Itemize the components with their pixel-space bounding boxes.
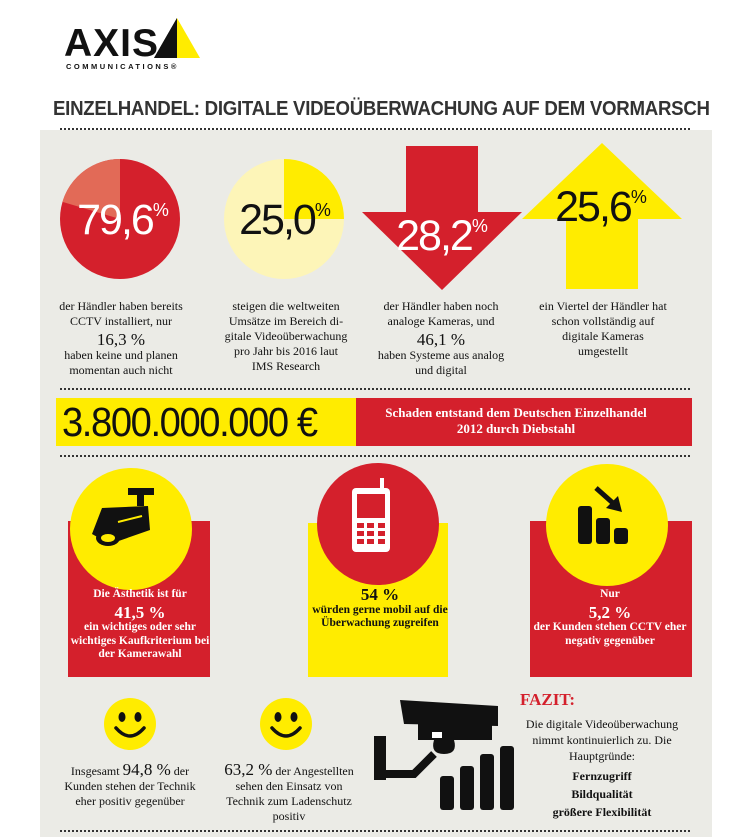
smiley-highlight: 94,8 % — [122, 760, 171, 779]
smiley-prefix: Insgesamt — [70, 764, 120, 778]
card-text: Die Ästhetik ist für — [93, 588, 187, 600]
fazit-title: FAZIT: — [520, 690, 576, 709]
smiley-text: der Angestellten sehen den Einsatz von Technik zum Ladenschutz positiv — [226, 764, 354, 823]
stat-value-number: 28,2 — [396, 212, 472, 260]
cctv-signal-icon — [374, 696, 514, 812]
smiley-text-2 — [218, 762, 360, 824]
card-text: der Kunden stehen CCTV eher negativ gegenüber — [533, 621, 687, 647]
fazit — [512, 690, 692, 821]
divider — [60, 128, 690, 130]
stat-value-number: 79,6 — [77, 196, 153, 244]
fazit-reason-1: Fernzugriff — [572, 769, 632, 783]
divider — [60, 388, 690, 390]
mobile-phone-icon — [350, 478, 394, 554]
fazit-reason-3: größere Flexibilität — [552, 805, 652, 819]
stat-value-number: 25,6 — [555, 183, 631, 231]
stat-highlight: 46,1 % — [416, 330, 466, 349]
stat-value-3 — [384, 212, 500, 261]
smiley-icon — [260, 698, 312, 750]
smiley-text: der Kunden stehen der Technik eher positiv gegenüber — [64, 764, 196, 808]
stat-text: haben keine und planen momentan auch nicht — [64, 348, 178, 377]
stat-text-2 — [222, 299, 350, 374]
damage-amount: 3.800.000.000 € — [62, 399, 317, 445]
stat-unit: % — [152, 200, 169, 220]
divider — [60, 455, 690, 457]
cctv-camera-icon — [88, 488, 160, 560]
card-highlight: 41,5 % — [114, 602, 166, 622]
stat-text-3 — [376, 299, 506, 378]
stat-text: der Händler haben noch analoge Kameras, und — [383, 299, 499, 328]
stat-text: haben Systeme aus analog und digital — [377, 348, 505, 377]
trademark: ® — [170, 62, 179, 71]
stat-text: der Händler haben bereits CCTV installiert, nur — [59, 299, 183, 328]
card-text-1 — [70, 588, 210, 662]
card-text-3 — [530, 588, 690, 648]
card-highlight: 5,2 % — [588, 602, 632, 622]
stat-unit: % — [314, 200, 331, 220]
card-highlight: 54 % — [360, 585, 400, 604]
axis-logo — [64, 18, 204, 74]
stat-highlight: 16,3 % — [96, 330, 146, 349]
smiley-text-1 — [60, 762, 200, 809]
damage-text: Schaden entstand dem Deutschen Einzelhandel 2012 durch Diebstahl — [385, 405, 647, 436]
page-title: EINZELHANDEL: DIGITALE VIDEOÜBERWACHUNG AUF DEM VORMARSCH — [53, 97, 710, 120]
stat-value-1 — [68, 196, 178, 245]
stat-text-1 — [56, 299, 186, 378]
stat-value-2 — [230, 196, 340, 245]
stat-text-4 — [538, 299, 668, 359]
smiley-icon — [104, 698, 156, 750]
card-text: Nur — [600, 588, 620, 600]
divider — [60, 830, 690, 832]
stat-text: steigen die weltweiten Umsätze im Bereich di-gitale Videoüberwachung pro Jahr bis 2016 laut IMS Research — [224, 299, 348, 373]
card-text: würden gerne mobil auf die Überwachung zugreifen — [312, 603, 448, 629]
stat-value-4 — [543, 183, 659, 232]
bar-chart-down-icon — [574, 484, 638, 548]
card-text-2 — [310, 585, 450, 631]
axis-wordmark: AXIS — [64, 22, 160, 65]
fazit-reason-2: Bildqualität — [571, 787, 633, 801]
card-text: ein wichtiges oder sehr wichtiges Kaufkriterium bei der Kamerawahl — [70, 621, 210, 660]
smiley-highlight: 63,2 % — [224, 760, 273, 779]
stat-unit: % — [630, 187, 647, 207]
axis-sub-text: COMMUNICATIONS — [66, 62, 171, 71]
axis-triangle-icon — [154, 18, 200, 58]
stat-unit: % — [471, 216, 488, 236]
stat-text: ein Viertel der Händler hat schon vollständig auf digitale Kameras umgestellt — [539, 299, 667, 358]
axis-sub — [66, 62, 179, 71]
stat-value-number: 25,0 — [239, 196, 315, 244]
fazit-intro: Die digitale Videoüberwachung nimmt kontinuierlich zu. Die Hauptgründe: — [525, 717, 679, 763]
